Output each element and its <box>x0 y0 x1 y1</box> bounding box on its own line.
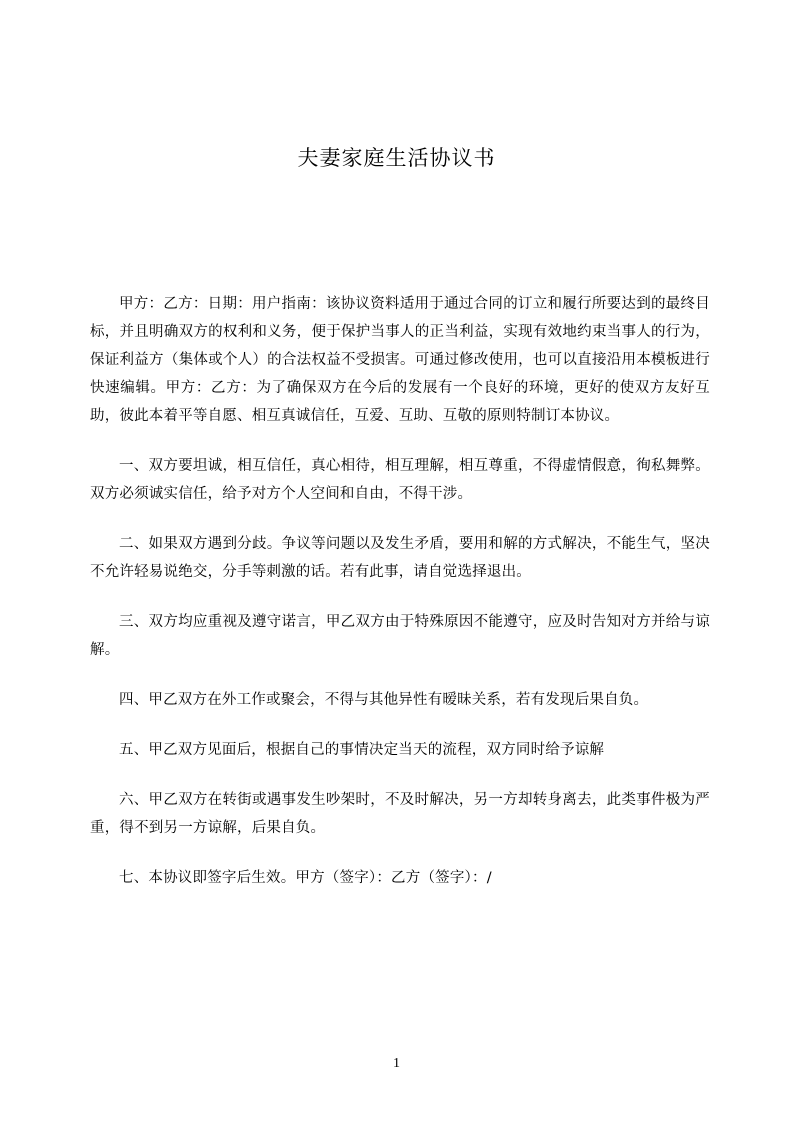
paragraph-clause-4: 四、甲乙双方在外工作或聚会，不得与其他异性有暧昧关系，若有发现后果自负。 <box>119 692 649 708</box>
paragraph-intro: 甲方：乙方：日期：用户指南：该协议资料适用于通过合同的订立和履行所要达到的最终目标，并且明确双方的权利和义务，便于保护当事人的正当利益，实现有效地约束当事人的行为，保证利益方（集体或个人）的合法权益不受损害。可通过修改使用，也可以直接沿用本模板进行快速编辑。甲方：乙方：为了确保双方在今后的发展有一个良好的环境，更好的使双方友好互助，彼此本着平等自愿、相互真诚信任，互爱、互助、互敬的原则特制订本协议。 <box>90 296 710 424</box>
paragraph-clause-6: 六、甲乙双方在转街或遇事发生吵架时，不及时解决，另一方却转身离去，此类事件极为严重，得不到另一方谅解，后果自负。 <box>90 792 710 836</box>
paragraph-clause-5: 五、甲乙双方见面后，根据自己的事情决定当天的流程，双方同时给予谅解 <box>119 742 605 758</box>
document-body <box>90 290 710 892</box>
page-number: 1 <box>393 1056 400 1071</box>
paragraph-clause-1: 一、双方要坦诚，相互信任，真心相待，相互理解，相互尊重，不得虚情假意，徇私舞弊。双方必须诚实信任，给予对方个人空间和自由，不得干涉。 <box>90 458 710 502</box>
paragraph-clause-3: 三、双方均应重视及遵守诺言，甲乙双方由于特殊原因不能遵守，应及时告知对方并给与谅解。 <box>90 614 710 658</box>
document-title: 夫妻家庭生活协议书 <box>297 146 496 170</box>
paragraph-clause-7: 七、本协议即签字后生效。甲方（签字）：乙方（签字）：/ <box>119 870 492 886</box>
paragraph-clause-2: 二、如果双方遇到分歧。争议等问题以及发生矛盾，要用和解的方式解决，不能生气，坚决不允许轻易说绝交，分手等刺激的话。若有此事，请自觉选择退出。 <box>90 536 710 580</box>
